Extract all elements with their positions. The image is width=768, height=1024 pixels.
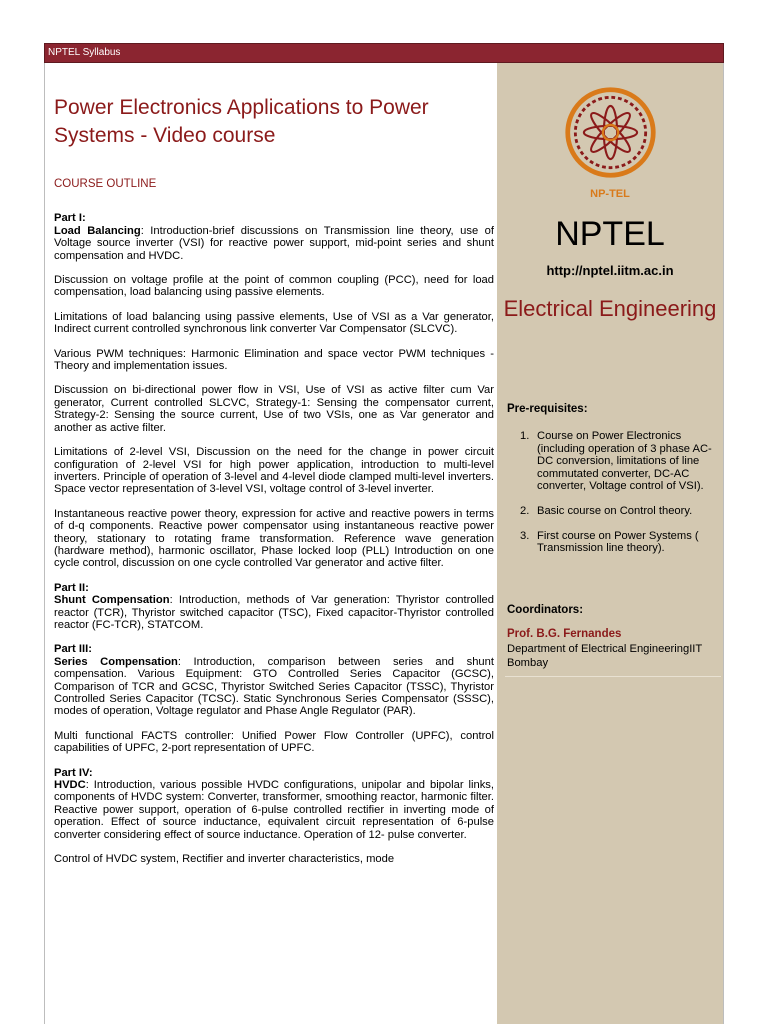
paragraph-reactive-theory: Instantaneous reactive power theory, expression for active and reactive powers in terms of d-q components. Reactive power compensator using instantaneous reactive power theory, stationary to rotating frame transformation. Reference wave generation (hardware method), harmonic oscillator, Phase locked loop (PLL) Introduction on one cycle control, discussion on one cycle controlled Var generator and active filter. — [54, 507, 494, 570]
part1-topic: Load Balancing — [54, 224, 141, 237]
course-title: Power Electronics Applications to Power Systems - Video course — [54, 96, 429, 147]
paragraph-hvdc-control: Control of HVDC system, Rectifier and inverter characteristics, mode — [54, 853, 395, 866]
list-item: 3. First course on Power Systems ( Transmission line theory). — [520, 529, 699, 555]
coordinator-department: Department of Electrical EngineeringIIT Bombay — [507, 643, 703, 669]
part3-topic: Series Compensation — [54, 655, 178, 668]
department-title: Electrical Engineering — [503, 296, 717, 321]
sidebar — [497, 63, 723, 1024]
part2-heading: Part II: — [54, 581, 89, 594]
paragraph-part2 — [54, 582, 494, 632]
main-content — [54, 94, 494, 877]
part2-text: : Introduction, methods of Var generation: Thyristor controlled reactor (TCR), Thyristor switched capacitor (TSC), Fixed capacitor-Thyristor controlled reactor (FC-TCR), STATCOM. — [54, 594, 494, 631]
logo-wordmark: NP-TEL — [590, 188, 630, 200]
part1-text: : Introduction-brief discussions on Transmission line theory, use of Voltage source inverter (VSI) for reactive power support, mid-point series and shunt compensation and HVDC. — [54, 224, 495, 262]
paragraph-pwm: Various PWM techniques: Harmonic Elimination and space vector PWM techniques - Theory and implementation issues. — [54, 347, 494, 373]
course-outline-label: COURSE OUTLINE — [54, 178, 157, 190]
coordinator-name: Prof. B.G. Fernandes — [507, 628, 622, 640]
nptel-logo-icon — [563, 85, 658, 180]
paragraph-part1 — [54, 212, 494, 262]
paragraph-bidirectional: Discussion on bi-directional power flow in VSI, Use of VSI as active filter cum Var generator, Current controlled SLCVC, Strategy-1: Sensing the compensator current, Strategy-2: Sensing the source current, Use of two VSIs, one as Var generator and another as active filter. — [54, 384, 494, 434]
part4-heading: Part IV: — [54, 766, 93, 779]
site-url: http://nptel.iitm.ac.in — [546, 263, 674, 278]
paragraph-part3 — [54, 643, 494, 717]
part3-text: : Introduction, comparison between series and shunt compensation. Various Equipment: GTO Controlled Series Capacitor (GCSC), Comparison of TCR and GCSC, Thyristor Switched Series Capacitor (TSSC), Thyristor Controlled Series Capacitor (TCSC). Static Synchronous Series Compensator (SSSC), modes of operation, Voltage regulator and Phase Angle Regulator (PAR). — [54, 655, 494, 718]
coordinators-heading: Coordinators: — [507, 604, 584, 616]
prerequisites-list — [507, 430, 723, 567]
part3-heading: Part III: — [54, 643, 92, 656]
header-label: NPTEL Syllabus — [48, 47, 121, 58]
list-item: 2. Basic course on Control theory. — [520, 504, 693, 517]
paragraph-pcc: Discussion on voltage profile at the point of common coupling (PCC), need for load compensation, load balancing using passive elements. — [54, 274, 494, 299]
brand-title: NPTEL — [555, 215, 665, 253]
paragraph-vsi-var: Limitations of load balancing using passive elements, Use of VSI as a Var generator, Indirect current controlled synchronous link converter Var Compensator (SLCVC). — [54, 310, 494, 336]
prerequisites-heading: Pre-requisites: — [507, 403, 588, 415]
paragraph-facts: Multi functional FACTS controller: Unified Power Flow Controller (UPFC), control capabilities of UPFC, 2-port representation of UPFC. — [54, 729, 494, 755]
sidebar-divider — [505, 676, 721, 677]
part1-heading: Part I: — [54, 212, 86, 225]
paragraph-multilevel: Limitations of 2-level VSI, Discussion on the need for the change in power circuit configuration of 2-level VSI for high power application, introduction to multi-level inverters. Principle of operation of 3-level and 4-level diode clamped multi-level inverters. Space vector representation of 3-level VSI, voltage control of 3-level inverter. — [54, 446, 494, 496]
part4-topic: HVDC — [54, 779, 86, 792]
list-item: 1. Course on Power Electronics (including operation of 3 phase AC-DC conversion, limitations of line commutated converter, DC-AC converter, Voltage control of VSI). — [520, 430, 712, 493]
part2-topic: Shunt Compensation — [54, 594, 170, 607]
paragraph-part4 — [54, 767, 494, 841]
header-bar — [44, 43, 724, 63]
part4-text: : Introduction, various possible HVDC configurations, unipolar and bipolar links, components of HVDC system: Converter, transformer, smoothing reactor, harmonic filter. Reactive power support, operation of 6-pulse controlled rectifier in inverting mode of operation. Effect of source inductance, equivalent circuit representation of 6-pulse converter considering effect of source inductance. Operation of 12- pulse converter. — [54, 779, 494, 841]
